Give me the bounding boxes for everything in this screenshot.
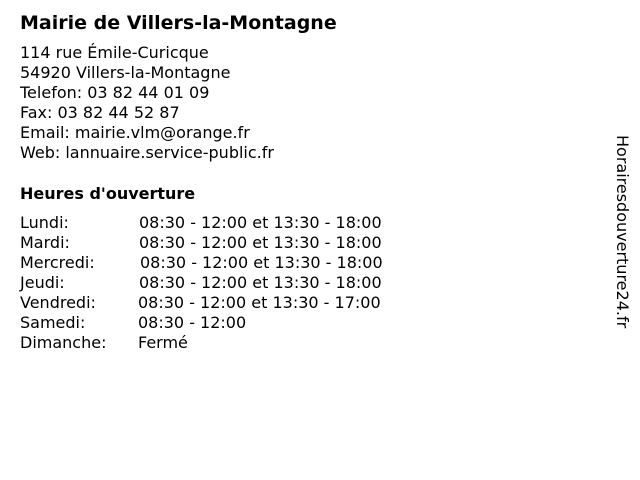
hours-day: Jeudi: [20,273,65,292]
hours-time: 08:30 - 12:00 et 13:30 - 18:00 [139,213,382,232]
hours-day: Mardi: [20,233,70,252]
email-address: Email: mairie.vlm@orange.fr [20,123,250,142]
contact-block [20,43,274,163]
hours-day: Lundi: [20,213,69,232]
hours-time: 08:30 - 12:00 [138,313,247,332]
street-address: 114 rue Émile-Curicque [20,43,209,62]
hours-day: Samedi: [20,313,86,332]
city-address: 54920 Villers-la-Montagne [20,63,231,82]
hours-time: 08:30 - 12:00 et 13:30 - 17:00 [138,293,381,312]
opening-hours-heading: Heures d'ouverture [20,184,196,203]
hours-day: Vendredi: [20,293,96,312]
hours-time: 08:30 - 12:00 et 13:30 - 18:00 [139,273,382,292]
hours-time: 08:30 - 12:00 et 13:30 - 18:00 [139,233,382,252]
hours-time: Fermé [138,333,188,352]
hours-day: Mercredi: [20,253,95,272]
page-title: Mairie de Villers-la-Montagne [20,12,337,34]
phone-number: Telefon: 03 82 44 01 09 [20,83,210,102]
website-address: Web: lannuaire.service-public.fr [20,143,274,162]
fax-number: Fax: 03 82 44 52 87 [20,103,180,122]
hours-time: 08:30 - 12:00 et 13:30 - 18:00 [140,253,383,272]
site-watermark: Horairesdouverture24.fr [613,135,632,329]
hours-day: Dimanche: [20,333,107,352]
